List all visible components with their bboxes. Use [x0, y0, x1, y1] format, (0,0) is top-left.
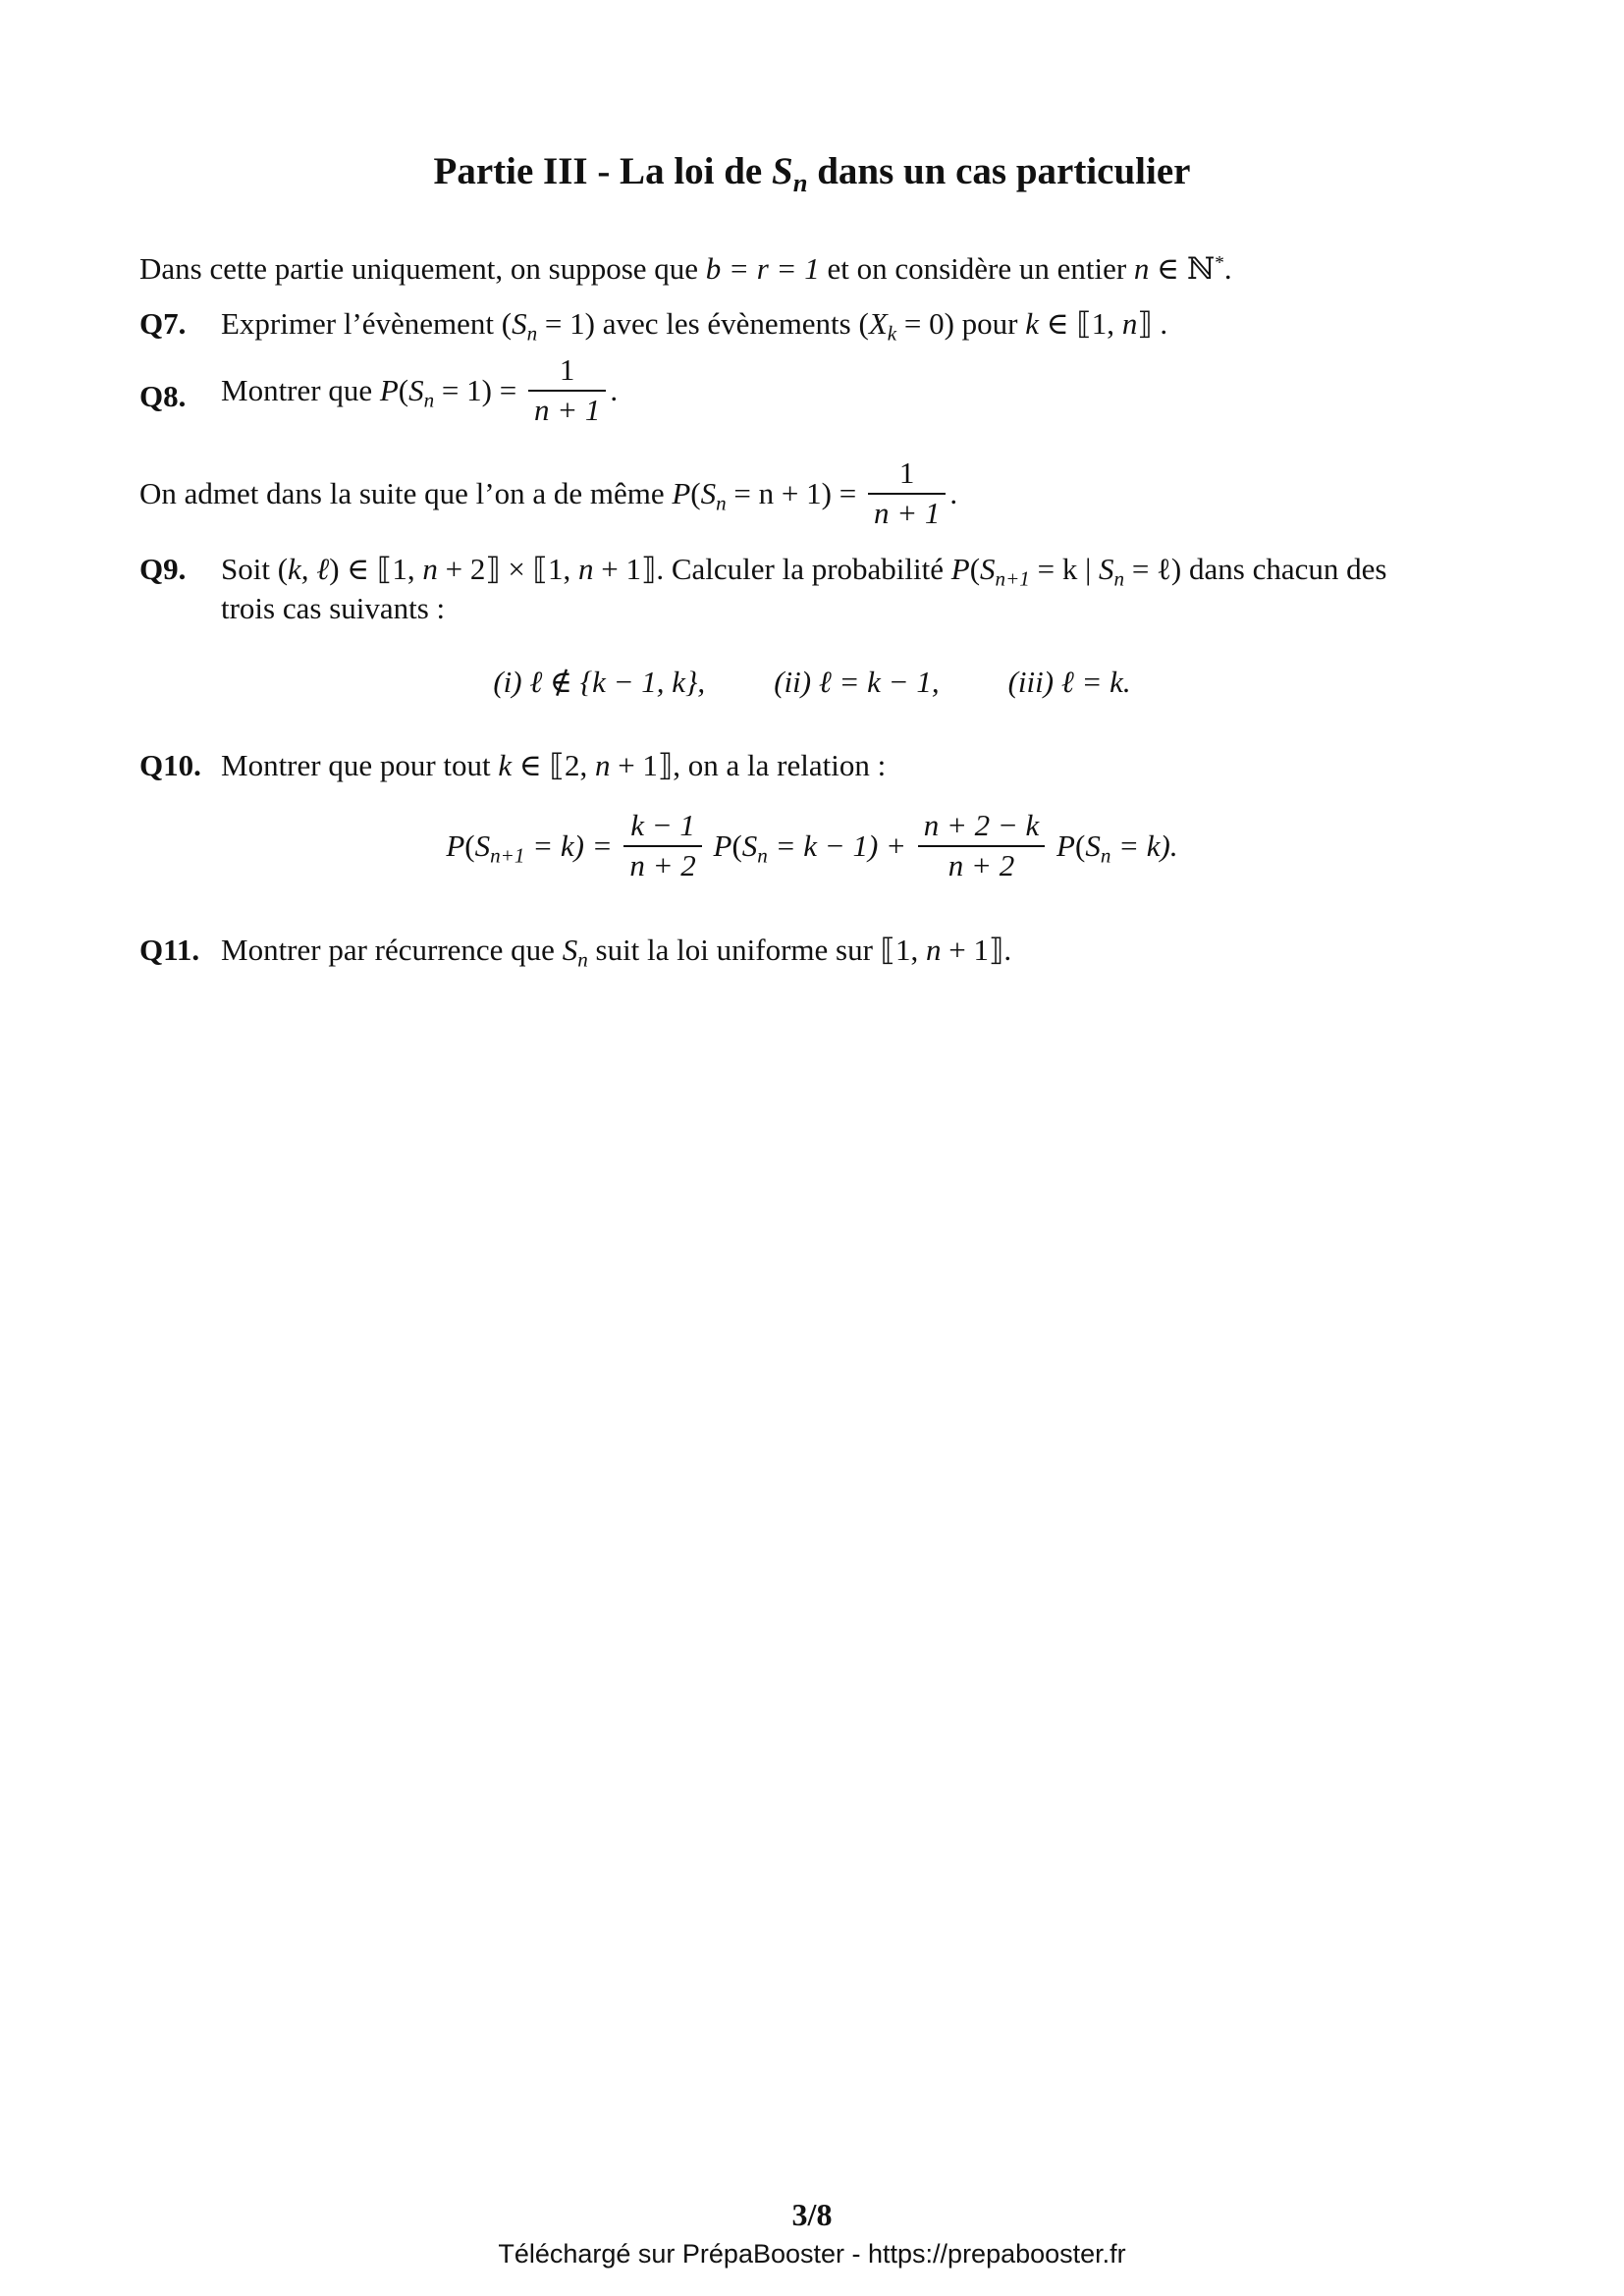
q10-range-b: + 1⟧, on a la relation :: [610, 748, 887, 782]
q8-s-sub: n: [423, 388, 435, 412]
q9-s1: S: [980, 552, 996, 586]
q9-n2: n: [578, 552, 594, 586]
admit-s: S: [700, 475, 717, 510]
q9-s1-sub: n+1: [995, 566, 1030, 591]
q9-line1-d: + 1⟧. Calculer la probabilité: [593, 552, 951, 586]
q8-open: (: [398, 372, 409, 407]
q10-f1-den: n + 2: [629, 847, 696, 882]
q9-case1-text: ℓ ∉ {k − 1, k},: [521, 665, 706, 699]
q8-text-a: Montrer que: [221, 372, 380, 407]
admit-num: 1: [868, 454, 946, 495]
q9-s2: S: [1099, 552, 1114, 586]
intro-n: n: [1133, 251, 1150, 286]
q8-s: S: [408, 372, 424, 407]
q8-num: 1: [528, 351, 606, 392]
q10-lhs-sub: n+1: [490, 843, 525, 868]
q9-line1-c: + 2⟧ × ⟦1,: [437, 552, 579, 586]
admit-end: .: [949, 475, 958, 510]
q10-t1-s: S: [741, 828, 758, 863]
q9-case2-text: ℓ = k − 1,: [811, 665, 940, 699]
q9-line1: [221, 552, 1387, 591]
admit-open: (: [690, 475, 701, 510]
admit-eq: = n + 1) =: [726, 475, 864, 510]
intro-text-a: Dans cette partie uniquement, on suppose que: [139, 251, 706, 286]
q11-label: Q11.: [139, 933, 200, 967]
q10-t1-p: P: [705, 828, 732, 863]
q10-label: Q10.: [139, 748, 201, 782]
q8-fraction: [528, 351, 606, 430]
q10-t2-eq: = k).: [1110, 828, 1178, 863]
intro-text-b: et on considère un entier: [819, 251, 1134, 286]
q9-line1-e: dans chacun des: [1181, 552, 1387, 586]
q10-t1-eq: = k − 1) +: [767, 828, 914, 863]
q11-s: S: [562, 933, 578, 967]
admit-text-a: On admet dans la suite que l’on a de même: [139, 475, 673, 510]
q10-f2-den: n + 2: [947, 847, 1015, 882]
q8-text: [221, 351, 618, 430]
q7-s-sub: n: [526, 321, 538, 346]
q9-eq-end: = ℓ): [1124, 552, 1182, 586]
title-suffix: dans un cas particulier: [807, 150, 1191, 192]
q10-t2-open: (: [1074, 828, 1086, 863]
q10-t2-p: P: [1049, 828, 1075, 863]
q7-eq1: = 1) avec les évènements (: [537, 306, 869, 341]
q9-p: P: [950, 552, 970, 586]
q9-line1-b: ) ∈ ⟦1,: [329, 552, 423, 586]
q9-case3-label: (iii): [1007, 665, 1055, 699]
title-sub: n: [792, 167, 808, 197]
q11-n: n: [926, 933, 942, 967]
title-prefix: Partie III - La loi de: [433, 150, 772, 192]
q11-text-a: Montrer par récurrence que: [221, 933, 563, 967]
q9-case3-text: ℓ = k.: [1054, 665, 1131, 699]
q7-text-a: Exprimer l’évènement (: [221, 306, 513, 341]
q10-k: k: [498, 748, 513, 782]
q8-label: Q8.: [139, 379, 187, 413]
q10-t1-sub: n: [757, 843, 768, 868]
q7-range-a: ∈ ⟦1,: [1039, 306, 1122, 341]
q9-case2: [774, 665, 939, 699]
q7-range-b: ⟧ .: [1137, 306, 1168, 341]
q7-label: Q7.: [139, 306, 187, 341]
q10-lhs-open: (: [464, 828, 475, 863]
admit-paragraph: [139, 454, 957, 533]
q10-t1-open: (: [731, 828, 742, 863]
q10-f1-num: k − 1: [623, 807, 701, 847]
q9-case3: [1008, 665, 1131, 699]
q7-k: k: [1025, 306, 1040, 341]
q10-f2-num: n + 2 − k: [918, 807, 1046, 847]
q9-case1-label: (i): [493, 665, 522, 699]
q10-formula: [0, 807, 1624, 885]
q10-t2-sub: n: [1100, 843, 1111, 868]
q7-s: S: [512, 306, 527, 341]
intro-star: *: [1215, 252, 1224, 274]
q9-case2-label: (ii): [774, 665, 812, 699]
q10-text-a: Montrer que pour tout: [221, 748, 499, 782]
q7-x-sub: k: [887, 321, 897, 346]
q9-n1: n: [422, 552, 438, 586]
q7-eq2: = 0) pour: [896, 306, 1026, 341]
q11-s-sub: n: [577, 947, 588, 972]
q10-fraction-1: [623, 807, 701, 885]
admit-p: P: [672, 475, 691, 510]
q10-n: n: [594, 748, 611, 782]
q10-t2-s: S: [1085, 828, 1101, 863]
q8-den: n + 1: [533, 392, 601, 427]
q9-label: Q9.: [139, 552, 187, 586]
q9-cases: [0, 665, 1624, 700]
q11-text-b: suit la loi uniforme sur ⟦1,: [587, 933, 927, 967]
q10-text: [221, 748, 886, 783]
download-notice: Téléchargé sur PrépaBooster - https://prepabooster.fr: [498, 2239, 1126, 2269]
q9-kl: k, ℓ: [288, 552, 330, 586]
q9-mid: = k |: [1029, 552, 1100, 586]
intro-elem: ∈ ℕ: [1149, 251, 1216, 286]
admit-fraction: [868, 454, 946, 533]
q7-range-n: n: [1121, 306, 1138, 341]
q9-line2: trois cas suivants :: [221, 591, 446, 625]
q10-lhs-s: S: [474, 828, 491, 863]
q8-p: P: [379, 372, 399, 407]
title-var: S: [771, 150, 793, 192]
intro-paragraph: [139, 251, 1232, 287]
q10-lhs-p: P: [446, 828, 465, 863]
page-number: 3/8: [791, 2197, 833, 2232]
admit-den: n + 1: [873, 495, 941, 530]
q9-line1-a: Soit (: [221, 552, 289, 586]
section-title: [0, 149, 1624, 197]
q7-text: [221, 306, 1168, 346]
admit-s-sub: n: [716, 491, 727, 515]
q9-s2-sub: n: [1113, 566, 1125, 591]
q10-range-a: ∈ ⟦2,: [512, 748, 595, 782]
q11-text: [221, 933, 1012, 972]
q11-text-c: + 1⟧.: [941, 933, 1012, 967]
q8-eq: = 1) =: [434, 372, 524, 407]
q8-end: .: [610, 372, 619, 407]
intro-math: b = r = 1: [705, 251, 820, 286]
q9-case1: [493, 665, 705, 699]
q10-lhs-eq: = k) =: [524, 828, 621, 863]
q10-fraction-2: [918, 807, 1046, 885]
intro-end: .: [1223, 251, 1232, 286]
q9-open: (: [969, 552, 981, 586]
q7-x: X: [868, 306, 888, 341]
